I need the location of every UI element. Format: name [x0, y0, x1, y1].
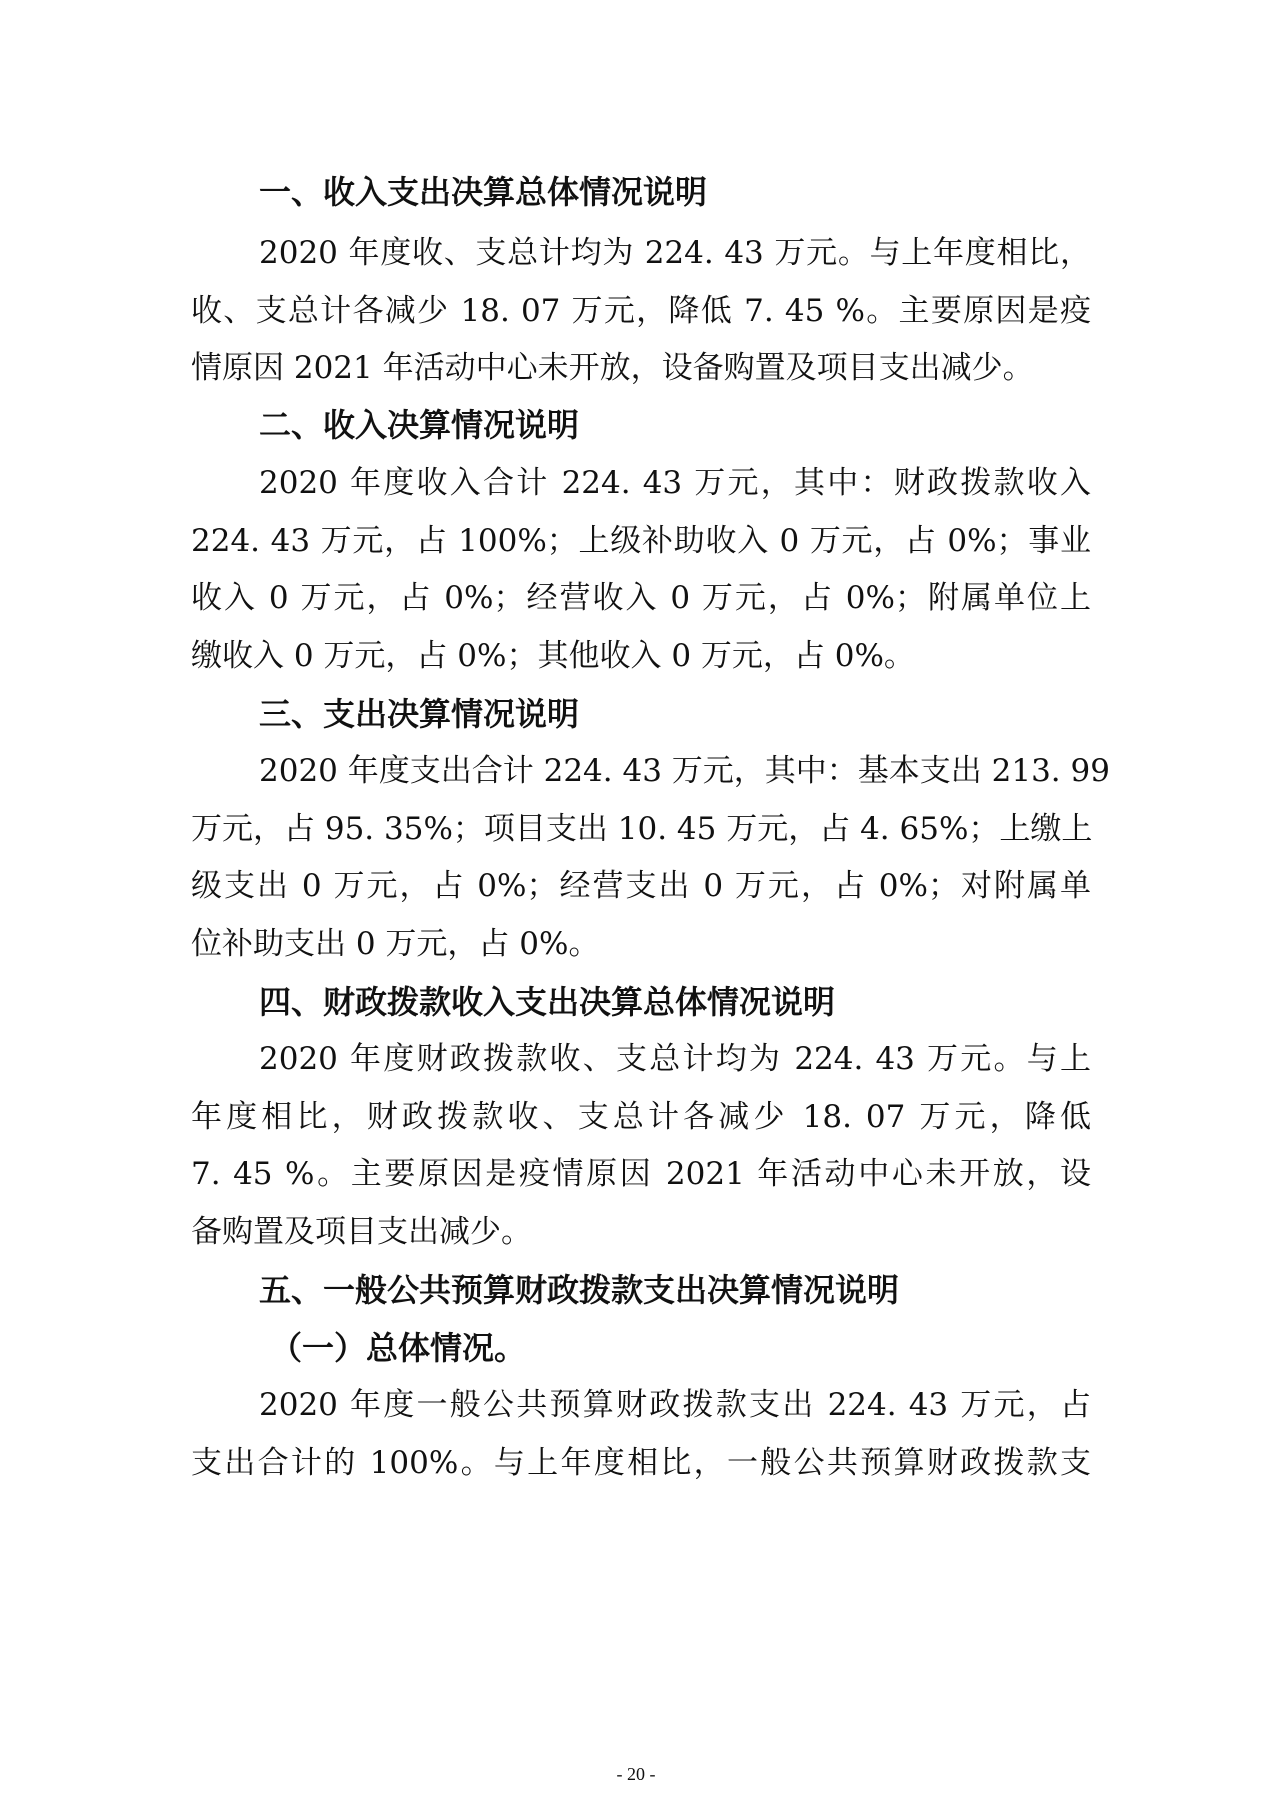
subsection-heading: （一）总体情况。 — [270, 1329, 527, 1367]
paragraph-line: 2020 年度财政拨款收、支总计均为 224. 43 万元。与上 — [259, 1041, 1091, 1077]
paragraph-line: 收、支总计各减少 18. 07 万元，降低 7. 45 %。主要原因是疫 — [191, 293, 1091, 329]
paragraph-line: 2020 年度支出合计 224. 43 万元，其中：基本支出 213. 99 — [259, 753, 1110, 789]
paragraph-line: 级支出 0 万元，占 0%；经营支出 0 万元，占 0%；对附属单 — [191, 868, 1091, 904]
paragraph-line: 位补助支出 0 万元，占 0%。 — [191, 926, 600, 962]
section-heading-2: 二、收入决算情况说明 — [259, 406, 580, 444]
paragraph-line: 年度相比，财政拨款收、支总计各减少 18. 07 万元，降低 — [191, 1099, 1091, 1135]
paragraph-line: 缴收入 0 万元，占 0%；其他收入 0 万元，占 0%。 — [191, 638, 915, 674]
paragraph-line: 2020 年度一般公共预算财政拨款支出 224. 43 万元，占 — [259, 1387, 1091, 1423]
section-heading-4: 四、财政拨款收入支出决算总体情况说明 — [259, 983, 836, 1021]
paragraph-line: 7. 45 %。主要原因是疫情原因 2021 年活动中心未开放，设 — [191, 1156, 1091, 1192]
paragraph-line: 情原因 2021 年活动中心未开放，设备购置及项目支出减少。 — [191, 350, 1034, 386]
paragraph-line: 2020 年度收入合计 224. 43 万元，其中：财政拨款收入 — [259, 465, 1091, 501]
paragraph-line: 2020 年度收、支总计均为 224. 43 万元。与上年度相比， — [259, 235, 1091, 271]
section-heading-3: 三、支出决算情况说明 — [259, 695, 580, 733]
section-heading-1: 一、收入支出决算总体情况说明 — [259, 173, 708, 211]
paragraph-line: 收入 0 万元，占 0%；经营收入 0 万元，占 0%；附属单位上 — [191, 580, 1091, 616]
paragraph-line: 224. 43 万元，占 100%；上级补助收入 0 万元，占 0%；事业 — [191, 523, 1091, 559]
page-number: - 20 - — [616, 1764, 656, 1784]
section-heading-5: 五、一般公共预算财政拨款支出决算情况说明 — [259, 1271, 900, 1309]
paragraph-line: 支出合计的 100%。与上年度相比，一般公共预算财政拨款支 — [191, 1445, 1091, 1481]
paragraph-line: 万元，占 95. 35%；项目支出 10. 45 万元，占 4. 65%；上缴上 — [191, 811, 1093, 847]
paragraph-line: 备购置及项目支出减少。 — [191, 1214, 532, 1250]
